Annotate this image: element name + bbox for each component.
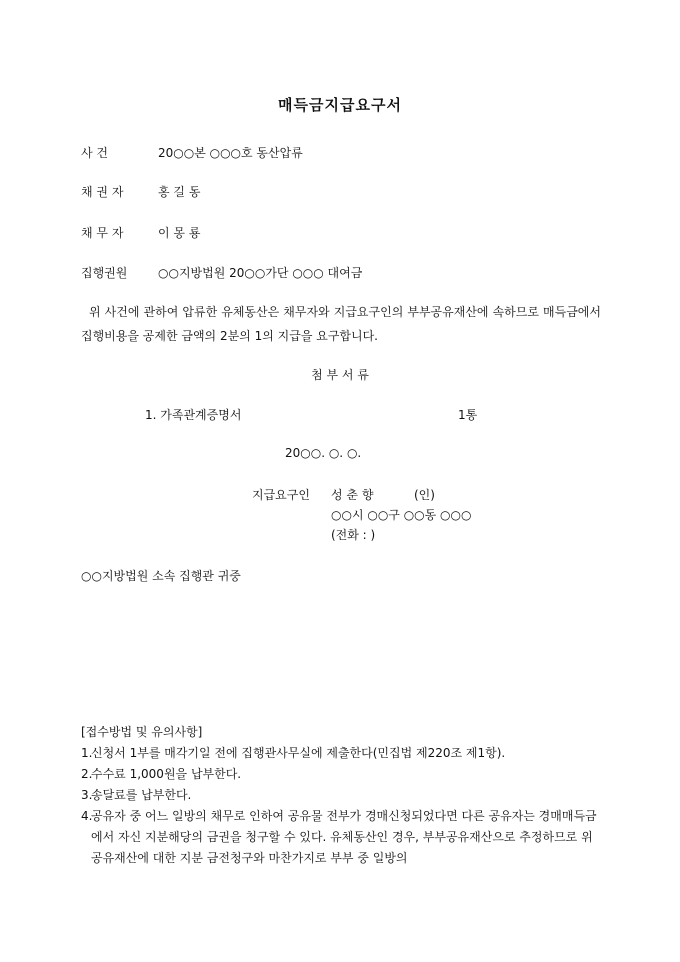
creditor-value: 홍 길 동 <box>158 185 201 199</box>
case-label: 사 건 <box>81 146 108 160</box>
creditor-label: 채 권 자 <box>81 185 124 199</box>
note-text: 신청서 1부를 매각기일 전에 집행관사무실에 제출한다(민집법 제220조 제1항). <box>91 746 506 760</box>
document-date: 20○○. ○. ○. <box>285 446 362 460</box>
note-number: 3. <box>81 788 93 802</box>
note-number: 4. <box>81 809 93 823</box>
applicant-name: 성 춘 향 <box>331 488 374 502</box>
applicant-address: ○○시 ○○구 ○○동 ○○○ <box>331 508 472 522</box>
applicant-seal: (인) <box>414 488 435 502</box>
note-item <box>81 785 601 806</box>
body-paragraph: 위 사건에 관하여 압류한 유체동산은 채무자와 지급요구인의 부부공유재산에 속하므로 매득금에서 집행비용을 공제한 금액의 2분의 1의 지급을 요구합니다. <box>81 305 601 343</box>
note-text: 송달료를 납부한다. <box>91 788 192 802</box>
note-item <box>81 764 601 785</box>
applicant-phone: (전화 : ) <box>331 528 376 542</box>
note-number: 2. <box>81 767 93 781</box>
authority-label: 집행권원 <box>81 266 128 280</box>
note-text: 수수료 1,000원을 납부한다. <box>91 767 242 781</box>
authority-value: ○○지방법원 20○○가단 ○○○ 대여금 <box>158 266 363 280</box>
note-number: 1. <box>81 746 93 760</box>
applicant-role: 지급요구인 <box>252 488 310 502</box>
debtor-value: 이 몽 룡 <box>158 226 201 240</box>
note-item <box>81 806 601 869</box>
attachment-item-count: 1통 <box>458 408 478 422</box>
notes-section <box>81 722 601 869</box>
document-title: 매득금지급요구서 <box>278 96 402 114</box>
attachments-heading: 첨 부 서 류 <box>311 368 369 382</box>
recipient: ○○지방법원 소속 집행관 귀중 <box>81 569 241 583</box>
note-item <box>81 743 601 764</box>
attachment-item-name: 1. 가족관계증명서 <box>145 408 242 422</box>
debtor-label: 채 무 자 <box>81 226 124 240</box>
notes-heading: [접수방법 및 유의사항] <box>81 725 203 739</box>
note-text: 공유자 중 어느 일방의 채무로 인하여 공유물 전부가 경매신청되었다면 다른 공유자는 경매매득금에서 자신 지분해당의 금권을 청구할 수 있다. 유체동산인 경우, 부부공유재산으로 추정하므로 위 공유재산에 대한 지분 금전청구와 마찬가지로 부부 중 일방의 <box>91 809 597 865</box>
case-value: 20○○본 ○○○호 동산압류 <box>158 146 303 160</box>
